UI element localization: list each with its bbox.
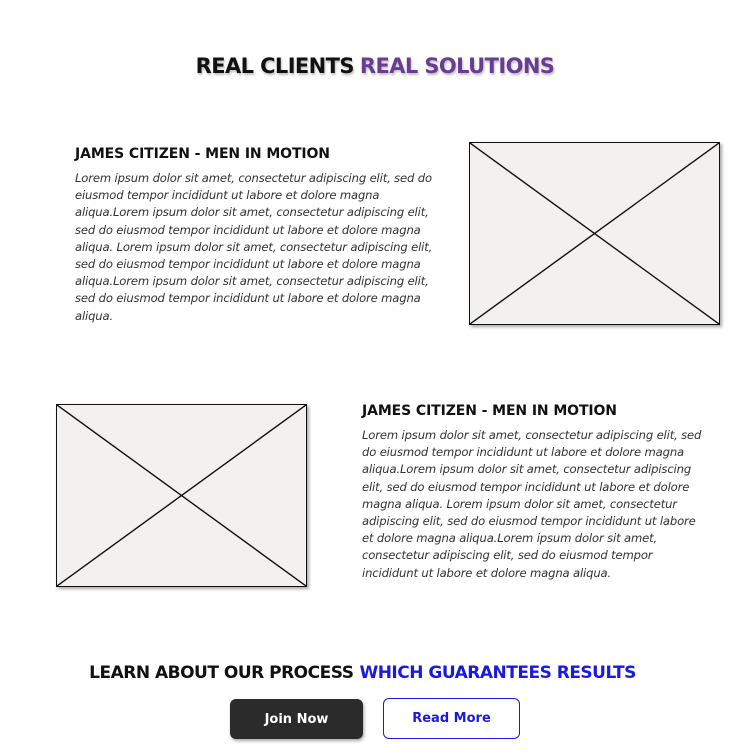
testimonial-2-text (362, 427, 701, 582)
page-title-accent: REAL SOLUTIONS (359, 54, 555, 78)
cta-title (0, 663, 725, 683)
text-line: sed do eiusmod tempor incididunt ut labore et dolore magna (75, 257, 421, 272)
text-line: adipiscing elit, sed do eiusmod tempor incididunt ut labore (362, 514, 696, 529)
testimonial-1-title: JAMES CITIZEN - MEN IN MOTION (75, 146, 330, 162)
text-line: et dolore magna aliqua.Lorem ipsum dolor sit amet, (362, 531, 658, 546)
page-title-main: REAL CLIENTS (195, 54, 354, 78)
text-line: sed do eiusmod tempor incididunt ut labore et dolore magna (75, 291, 421, 306)
cta-title-accent: WHICH GUARANTEES RESULTS (359, 663, 636, 683)
text-line: consectetur adipiscing elit, sed do eiusmod tempor (362, 548, 653, 563)
text-line: incididunt ut labore et dolore magna aliqua. (362, 565, 612, 580)
text-line: elit, sed do eiusmod tempor incididunt ut labore et dolore (362, 479, 690, 494)
testimonial-2-title: JAMES CITIZEN - MEN IN MOTION (362, 403, 617, 419)
text-line: aliqua.Lorem ipsum dolor sit amet, consectetur adipiscing (362, 462, 692, 477)
text-line: aliqua.Lorem ipsum dolor sit amet, consectetur adipiscing elit, (75, 205, 429, 220)
text-line: aliqua. Lorem ipsum dolor sit amet, consectetur adipiscing elit, (75, 239, 433, 254)
text-line: Lorem ipsum dolor sit amet, consectetur adipiscing elit, sed (362, 428, 702, 442)
image-placeholder-icon (470, 143, 719, 324)
read-more-button[interactable]: Read More (383, 698, 520, 739)
text-line: magna aliqua. Lorem ipsum dolor sit amet, consectetur (362, 496, 677, 511)
text-line: do eiusmod tempor incididunt ut labore et dolore magna (362, 445, 684, 460)
image-placeholder-icon (57, 405, 306, 586)
text-line: aliqua. (75, 308, 113, 323)
cta-title-main: LEARN ABOUT OUR PROCESS (89, 663, 354, 683)
image-placeholder-2 (56, 404, 307, 587)
image-placeholder-1 (469, 142, 720, 325)
page-title (0, 54, 750, 78)
text-line: eiusmod tempor incididunt ut labore et dolore magna (75, 188, 380, 203)
text-line: aliqua.Lorem ipsum dolor sit amet, consectetur adipiscing elit, (75, 274, 429, 289)
text-line: sed do eiusmod tempor incididunt ut labore et dolore magna (75, 222, 421, 237)
join-now-button[interactable]: Join Now (230, 699, 363, 739)
testimonial-1-text (75, 170, 432, 325)
text-line: Lorem ipsum dolor sit amet, consectetur adipiscing elit, sed do (75, 171, 432, 185)
